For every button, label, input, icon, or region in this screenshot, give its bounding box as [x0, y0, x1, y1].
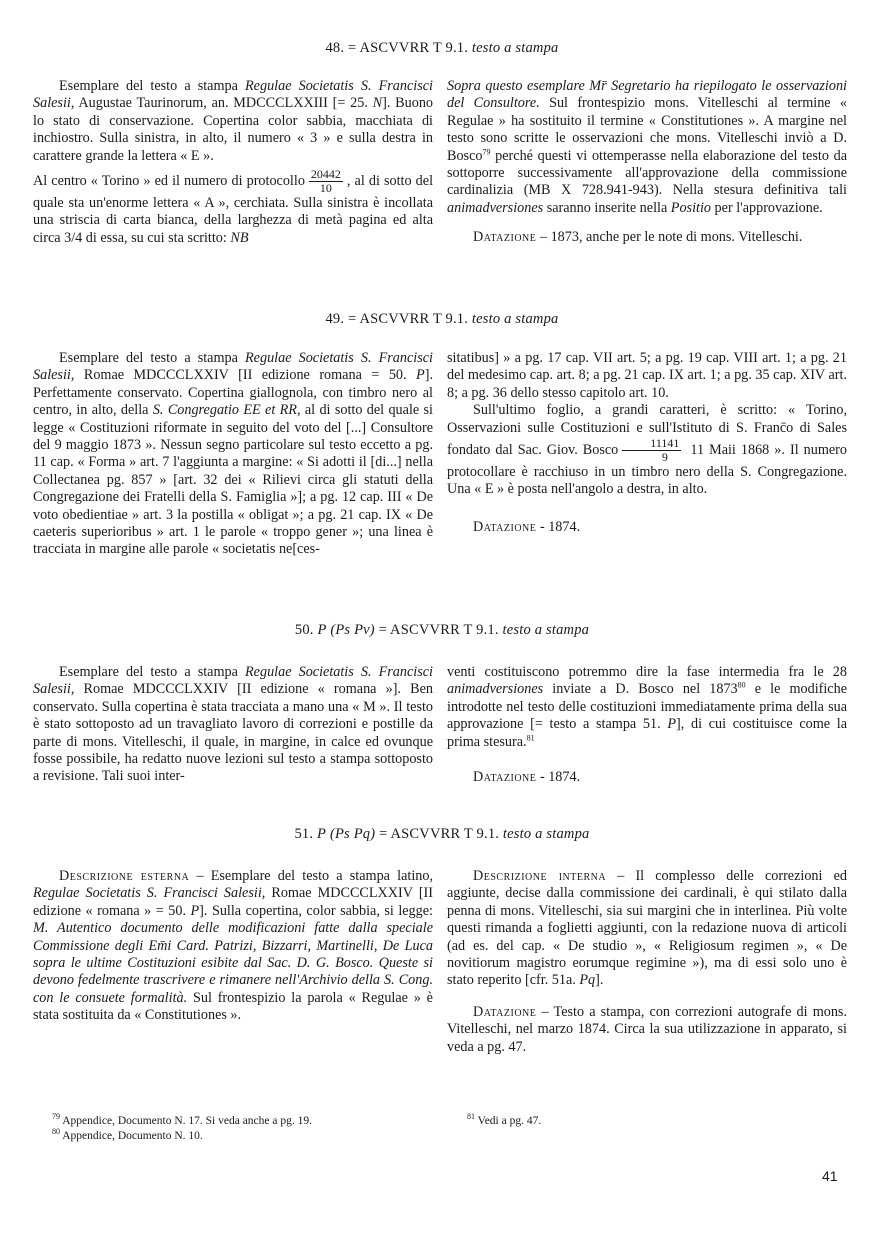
text: inviate a D. Bosco nel 1873 [543, 681, 738, 698]
note-italic: Sopra questo esemplare Mr̄ Segretario ha riepilogato le osservazioni del Consultore. [447, 78, 847, 112]
fraction-numerator: 20442 [310, 167, 341, 182]
text: 11 Maii 1868 ». Il numero protocollare è racchiuso in un timbro nero della S. Congregazione. Una « E » è posta nell'angolo a destra, in alto. [447, 441, 847, 498]
footnote-number: 79 [52, 1112, 60, 1122]
datazione [447, 769, 847, 786]
italic-term: Positio [670, 199, 711, 216]
paragraph [33, 868, 433, 1025]
footnote-81 [467, 1114, 541, 1128]
entry-51-right-column [447, 868, 847, 1056]
datazione-text: - 1874. [536, 518, 581, 535]
sigla-variant: (Ps Pq) [329, 826, 376, 842]
archive-ref: = ASCVVRR T 9.1. [379, 826, 500, 842]
paragraph [447, 78, 847, 217]
protocol-fraction [622, 437, 681, 464]
text: Sul frontespizio mons. Vitelleschi al termine « Regulae » ha sostituito il termine « Constitutiones ». A margine nel testo sono scritte le osservazioni che mons. Vitelleschi inviò a D. Bosco [447, 95, 848, 164]
doc-type: testo a stampa [502, 622, 590, 638]
text: ]. Perfettamente conservato. Copertina giallognola, con timbro nero al centro, in alto, della [33, 367, 433, 419]
entry-number: 49. [325, 311, 345, 327]
doc-type: testo a stampa [471, 40, 559, 56]
text: ], di cui costituisce come la prima stesura. [447, 716, 847, 750]
paragraph [447, 664, 847, 751]
italic-term: S. Congregatio EE et RR, [152, 402, 301, 419]
text: , al di sotto del quale sta un'enorme lettera « A », cerchiata. Sulla sinistra è incollata una striscia di carta bianca, della larghezza di metà pagina ed alta circa 3/4 di essa, su cui sta scritto: [33, 172, 434, 246]
datazione-label: Datazione [473, 229, 537, 246]
paragraph [33, 168, 433, 247]
footnote-number: 80 [52, 1127, 60, 1137]
paragraph [33, 78, 433, 165]
entry-51-left-column [33, 868, 433, 1025]
text: per l'approvazione. [711, 199, 823, 216]
datazione [447, 519, 847, 536]
entry-48-heading [0, 40, 884, 57]
text: Al centro « Torino » ed il numero di protocollo [33, 172, 305, 189]
sigla: P [317, 622, 327, 638]
datazione-text: - 1874. [536, 769, 581, 786]
footnote-text: Vedi a pg. 47. [477, 1115, 542, 1127]
footnote-text: Appendice, Documento N. 17. Si veda anche a pg. 19. [62, 1115, 312, 1127]
datazione-label: Datazione [473, 518, 537, 535]
datazione [447, 229, 847, 246]
sigla: P [317, 826, 327, 842]
entry-48-right-column [447, 78, 847, 247]
ref-italic: P [416, 367, 425, 384]
entry-number: 48. [325, 40, 345, 56]
datazione [447, 1004, 847, 1056]
italic-term: animadversiones [447, 681, 544, 698]
datazione-label: Datazione [473, 769, 537, 786]
ref-italic: N [372, 95, 383, 112]
text: venti costituiscono potremmo dire la fase intermedia fra le 28 [447, 664, 847, 680]
fraction-denominator: 9 [661, 450, 668, 465]
entry-51-heading [0, 826, 884, 843]
text: ]. Buono lo stato di conservazione. Copertina color sabbia, macchiata di inchiostro. Sulla sinistra, in alto, il numero « 3 » e sulla destra in carattere grande la lettera « E ». [33, 95, 434, 164]
ref-italic: P [190, 902, 200, 919]
footnote-80 [52, 1129, 203, 1143]
italic-term: animadversiones [447, 199, 544, 216]
text: ]. [595, 972, 604, 989]
text: Sul frontespizio la parola « Regulae » è stata sostituita da « Constitutiones ». [33, 989, 433, 1024]
nb-italic: NB [230, 229, 249, 246]
footnote-ref[interactable]: 79 [482, 146, 491, 156]
footnote-79 [52, 1114, 312, 1128]
footnote-text: Appendice, Documento N. 10. [62, 1130, 203, 1142]
text: – Il complesso delle correzioni ed aggiunte, decise dalla commissione dei cardinali, è qui stilato dalla penna di mons. Vitelleschi, sia sui margini che in interlinea. Più volte questi rimanda a foglietti aggiunti, con la redazione nuova di articoli (ad es. del cap. « De studio », « Religiosum regimen », « De novitiorum magistro eorumque regimine »), ma di essi solo uno è stato reperito [cfr. 51a. [447, 868, 847, 989]
paragraph [33, 664, 433, 786]
page-number: 41 [822, 1168, 838, 1184]
text: Romae MDCCCLXXIV [II edizione « romana » = 50. [33, 885, 433, 919]
datazione-label: Datazione [473, 1003, 537, 1020]
title-italic: Regulae Societatis S. Francisci Salesii, [33, 885, 266, 902]
protocol-fraction [309, 168, 343, 195]
fraction-denominator: 10 [319, 181, 332, 196]
title-italic: Regulae Societatis S. Francisci Salesii, [33, 664, 433, 698]
fraction-numerator: 11141 [622, 437, 681, 451]
entry-number: 51. [294, 826, 314, 842]
text: Esemplare del testo a stampa [59, 350, 246, 366]
datazione-text: – Testo a stampa, con correzioni autografe di mons. Vitelleschi, nel marzo 1874. Circa la sua utilizzazione in apparato, si veda a pg. 47. [447, 1003, 847, 1055]
footnote-ref[interactable]: 80 [737, 680, 746, 690]
archive-ref: = ASCVVRR T 9.1. [348, 311, 469, 327]
entry-49-left-column [33, 350, 433, 559]
paragraph [447, 868, 847, 990]
footnote-number: 81 [467, 1112, 475, 1122]
text: Esemplare del testo a stampa [59, 78, 246, 94]
ref-italic: Pq [579, 972, 596, 989]
text: Augustae Taurinorum, an. MDCCCLXXIII [= 25. [74, 95, 373, 112]
text: perché questi vi ottemperasse nella elaborazione del testo da sottoporre successivamente all'approvazione della commissione cardinalizia (MB X 728.941-943). Nella stesura definitiva tali [447, 147, 847, 199]
footnote-ref[interactable]: 81 [526, 732, 535, 742]
paragraph: sitatibus] » a pg. 17 cap. VII art. 5; a pg. 19 cap. VIII art. 1; a pg. 21 del medesimo cap. art. 8; a pg. 21 cap. IX art. 1; a pg. 35 cap. XIV art. 8; a pg. 36 dello stesso capitolo art. 10. [447, 350, 847, 401]
text: e le modifiche introdotte nel testo delle costituzioni immediatamente prima della sua approvazione [= testo a stampa 51. [447, 681, 847, 733]
text: Romae MDCCCLXXIV [II edizione romana = 50. [74, 367, 417, 384]
text: – Esemplare del testo a stampa latino, [189, 868, 434, 884]
title-italic: Regulae Societatis S. Francisci Salesii, [33, 78, 433, 112]
sigla-variant: (Ps Pv) [330, 622, 375, 638]
archive-ref: = ASCVVRR T 9.1. [348, 40, 469, 56]
text: Sull'ultimo foglio, a grandi caratteri, è scritto: « Torino, Osservazioni sulle Costituzioni e sull'Istituto di S. Franc̄o di Sales fondato dal Sac. Giov. Bosco [447, 402, 847, 458]
entry-number: 50. [294, 622, 314, 638]
text: ]. Sulla copertina, color sabbia, si legge: [199, 902, 433, 919]
descrizione-esterna-label: Descrizione esterna [59, 868, 190, 884]
ref-italic: P [667, 716, 677, 733]
archive-ref: = ASCVVRR T 9.1. [378, 622, 499, 638]
doc-type: testo a stampa [471, 311, 559, 327]
datazione-text: – 1873, anche per le note di mons. Vitelleschi. [536, 229, 803, 246]
descrizione-interna-label: Descrizione interna [473, 868, 607, 884]
paragraph [33, 350, 433, 559]
paragraph [447, 402, 847, 499]
entry-49-right-column [447, 350, 847, 536]
cover-inscription-italic: M. Autentico documento delle modificazioni fatte dalla speciale Commissione degli Em̄i Card. Patrizi, Bizzarri, Martinelli, De Luca sopra le ultime Costituzioni esibite dal Sac. D. G. Bosco. Queste si devono fedelmente trascrivere e rimanere nell'Archivio della S. Cong. con le consuete formalità. [33, 920, 433, 1006]
entry-50-right-column [447, 664, 847, 786]
text: al di sotto del quale si legge « Costituzioni riformate in seguito del voto del [...] Consultore del 9 maggio 1873 ». Nessun segno particolare sul testo eccetto a pg. 11 cap. « Forma » art. 7 l'aggiunta a margine: « Si adotti il [di...] nella Collectanea pg. 857 » [art. 32 dei « Rilievi circa gli statuti della Congregazione dei Fratelli della S. Famiglia »]; a pg. 12 cap. III « De voto obedientiae » art. 3 la postilla « obligat »; a pg. 21 cap. IX « De caeteris superioribus » art. 1 le parole « troppo gener »; una linea è tracciata in margine alle parole « societatis ne[ces- [33, 402, 433, 558]
entry-49-heading [0, 311, 884, 328]
entry-50-left-column [33, 664, 433, 786]
entry-48-left-column [33, 78, 433, 247]
text: Romae MDCCCLXXIV [II edizione « romana »]. Ben conservato. Sulla copertina è stata tracciata a mano una « M ». Il testo è stato sottoposto ad un travagliato lavoro di correzioni e postille da parte di mons. Vitelleschi, il quale, in margine, in calce ed ovunque fosse possibile, ha redatto nuove lezioni sul testo a stampa sottoposto a revisione. Tali suoi inter- [33, 681, 433, 785]
entry-50-heading [0, 622, 884, 639]
text: Esemplare del testo a stampa [59, 664, 246, 680]
text: saranno inserite nella [543, 199, 671, 216]
doc-type: testo a stampa [502, 826, 590, 842]
title-italic: Regulae Societatis S. Francisci Salesii, [33, 350, 433, 384]
